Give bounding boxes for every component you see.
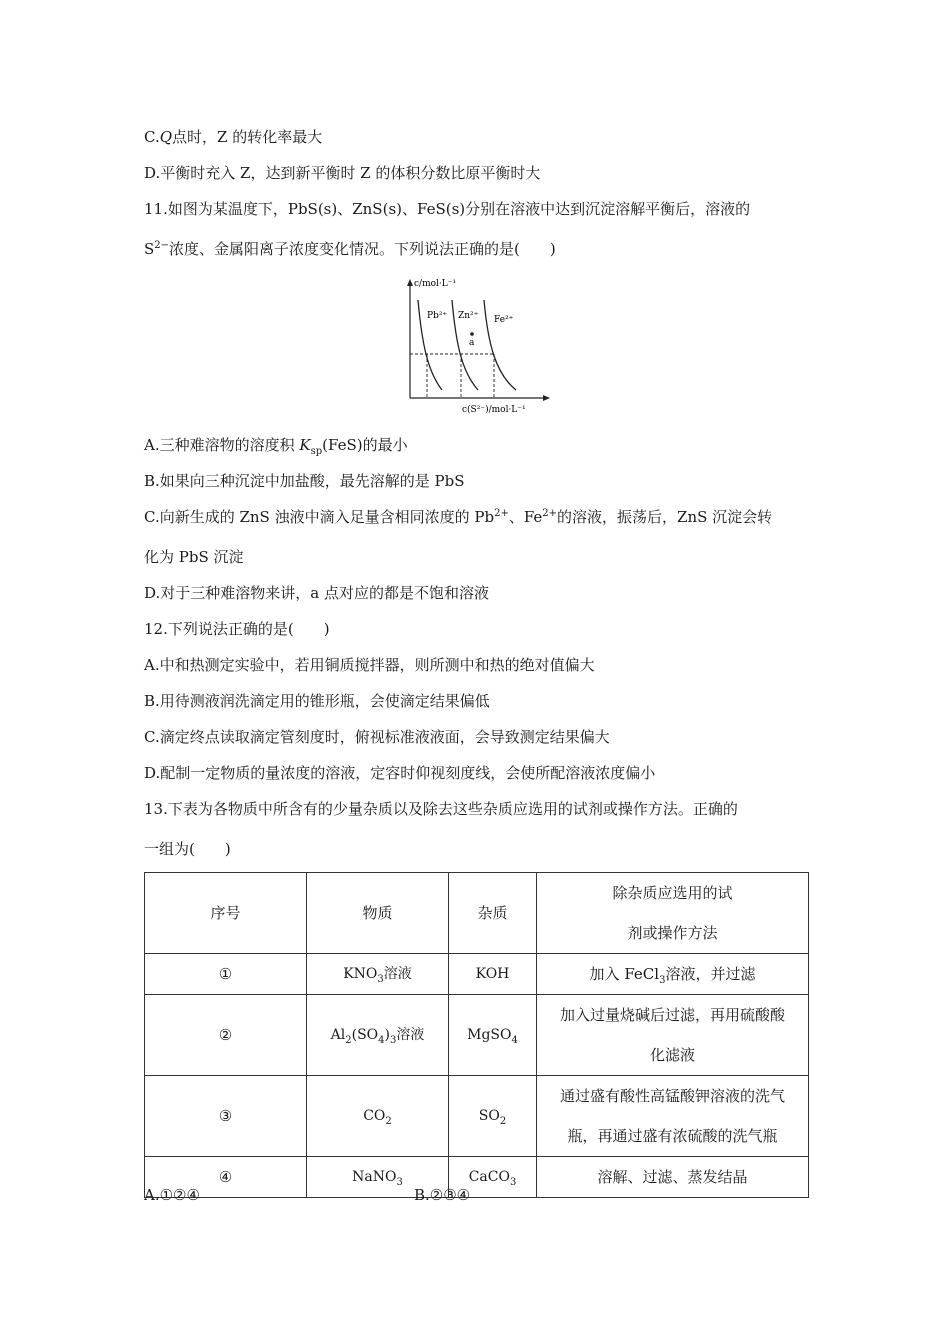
q12-option-c: C.滴定终点读取滴定管刻度时，俯视标准液液面，会导致测定结果偏大 [144, 728, 610, 746]
q13-stem-line2: 一组为( ) [144, 840, 231, 858]
q13-option-a: A.①②④ [144, 1186, 200, 1204]
row-method: 加入 FeCl$_3$溶液，并过滤 [537, 954, 809, 995]
x-axis-label: c(S²⁻)/mol·L⁻¹ [462, 405, 526, 415]
q13-table [144, 872, 809, 1198]
row-index: ② [145, 995, 307, 1076]
row-impurity: CaCO$_3$ [449, 1157, 537, 1198]
q10-option-d: D.平衡时充入 Z，达到新平衡时 Z 的体积分数比原平衡时大 [144, 164, 541, 182]
row-substance: $KNO_3$溶液 [307, 954, 449, 995]
row-impurity: $SO_2$ [449, 1076, 537, 1157]
y-axis-label: c/mol·L⁻¹ [414, 279, 457, 289]
q11-option-a: A.三种难溶物的溶度积 $K_{sp}(FeS)$的最小 [144, 436, 408, 457]
row-index: ④ [145, 1157, 307, 1198]
label-point-a: a [469, 338, 475, 348]
header-impurity: 杂质 [449, 873, 537, 954]
q11-option-c-line1: C.向新生成的 ZnS 浊液中滴入足量含相同浓度的 $Pb^{2+}$、$Fe^{2+}$的溶液，振荡后，ZnS 沉淀会转 [144, 508, 773, 526]
row-method: 通过盛有酸性高锰酸钾溶液的洗气 瓶，再通过盛有浓硫酸的洗气瓶 [537, 1076, 809, 1157]
x-axis-arrow [543, 395, 550, 401]
table-header-row [145, 873, 809, 954]
q11-stem-line2: $S^{2-}$浓度、金属阳离子浓度变化情况。下列说法正确的是( ) [144, 240, 556, 258]
q12-option-d: D.配制一定物质的量浓度的溶液，定容时仰视刻度线，会使所配溶液浓度偏小 [144, 764, 656, 782]
row-impurity: KOH [449, 954, 537, 995]
q13-option-b: B.②③④ [414, 1186, 471, 1204]
row-substance: $Al_2(SO_4)_3$溶液 [307, 995, 449, 1076]
table-row [145, 995, 809, 1076]
header-index: 序号 [145, 873, 307, 954]
header-method: 除杂质应选用的试 剂或操作方法 [537, 873, 809, 954]
q11-stem-line1: 11.如图为某温度下，PbS(s)、ZnS(s)、FeS(s)分别在溶液中达到沉淀溶解平衡后，溶液的 [144, 200, 751, 218]
label-fe: Fe²⁺ [494, 315, 514, 325]
q12-option-b: B.用待测液润洗滴定用的锥形瓶，会使滴定结果偏低 [144, 692, 490, 710]
table-row [145, 1157, 809, 1198]
row-index: ③ [145, 1076, 307, 1157]
label-pb: Pb²⁺ [427, 311, 448, 321]
q11-option-b: B.如果向三种沉淀中加盐酸，最先溶解的是 PbS [144, 472, 465, 490]
row-impurity: MgSO$_4$ [449, 995, 537, 1076]
y-axis-arrow [407, 279, 413, 286]
q11-solubility-figure [398, 270, 558, 420]
curve-fe [484, 300, 516, 390]
q11-option-d: D.对于三种难溶物来讲，a 点对应的都是不饱和溶液 [144, 584, 489, 602]
q10-option-c: C.Q点时，Z 的转化率最大 [144, 128, 323, 146]
q12-option-a: A.中和热测定实验中，若用铜质搅拌器，则所测中和热的绝对值偏大 [144, 656, 595, 674]
q13-stem-line1: 13.下表为各物质中所含有的少量杂质以及除去这些杂质应选用的试剂或操作方法。正确的 [144, 800, 738, 818]
row-index: ① [145, 954, 307, 995]
row-substance: $CO_2$ [307, 1076, 449, 1157]
q12-stem: 12.下列说法正确的是( ) [144, 620, 330, 638]
header-substance: 物质 [307, 873, 449, 954]
row-method: 溶解、过滤、蒸发结晶 [537, 1157, 809, 1198]
row-substance: NaNO$_3$ [307, 1157, 449, 1198]
q11-option-c-line2: 化为 PbS 沉淀 [144, 548, 244, 566]
point-a [470, 332, 474, 336]
table-row [145, 1076, 809, 1157]
row-method: 加入过量烧碱后过滤，再用硫酸酸 化滤液 [537, 995, 809, 1076]
table-row [145, 954, 809, 995]
label-zn: Zn²⁺ [458, 311, 479, 321]
